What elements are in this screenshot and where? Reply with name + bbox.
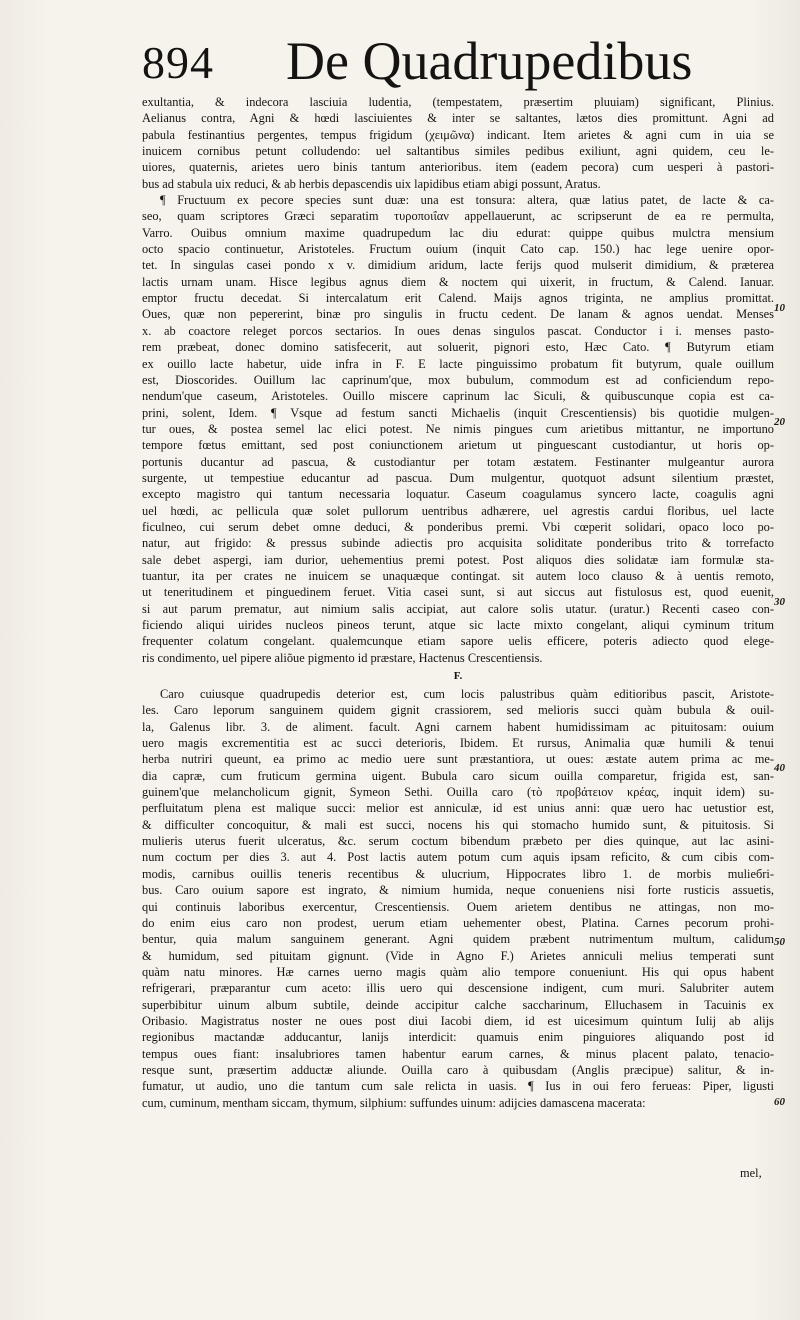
text-line: ficulneo, cui serum debet omne deduci, & ponderibus premi. Vbi cœperit solidari, opaco loco po- <box>142 519 774 534</box>
text-line: bus ad stabula uix reduci, & ab herbis depascendis uix lapidibus etiam abigi possunt, Aratus. <box>142 176 601 191</box>
text-line: ris condimento, uel pipere aliõue pigmento id præstare, Hactenus Crescentiensis. <box>142 650 543 665</box>
text-line: refrigerari, præparantur cum aceto: illis uero qui descensione indigent, cum muri. Salubriter autem <box>142 981 774 996</box>
text-line: regionibus mactandæ adducantur, lanijs interdicit: quamuis enim pinguiores aliquando post id <box>142 1030 774 1045</box>
text-line: superbibitur uinum album subtile, deinde accipitur calche saccharinum, Elluchasem in Tacuinis ex <box>142 997 774 1012</box>
text-line: est, Dioscorides. Ouillum lac caprinum'que, mox bubulum, commodum est ad conficiendum repo- <box>142 372 774 387</box>
text-line: Oribasio. Magistratus noster ne oues post diui Iacobi diem, id est uicesimum quintum Iulij ab alijs <box>142 1013 774 1028</box>
text-line: la, Galenus libr. 3. de aliment. facult. Agni carnem habent humidissimam ac pituitosam: ouium <box>142 719 774 734</box>
text-line: Caro cuiusque quadrupedis deterior est, cum locis palustribus quàm editioribus pascit, Aristote- <box>160 687 774 702</box>
margin-line-number: 60 <box>774 1096 785 1108</box>
text-line: fumatur, ut audio, uno die tantum cum sale relicta in uasis. ¶ Ius in oui fero ferueas: Piper, ligusti <box>142 1079 774 1094</box>
text-line: tet. In singulas casei pondo x v. dimidium aridum, lacte ferijs quod mulserit dimidium, & præterea <box>142 258 774 273</box>
text-line: excepto magistro qui tantum necessaria loquatur. Caseum coagulamus syncero lacte, coagulis agni <box>142 487 774 502</box>
text-line: emptor fructu decedat. Si intercalatum erit Calend. Maijs agnos triginta, ne amplius promittat. <box>142 291 774 306</box>
text-line: prini, solent, Idem. ¶ Vsque ad festum sancti Michaelis (inquit Crescentiensis) bis quotidie mulgen- <box>142 405 774 420</box>
margin-line-number: 30 <box>774 596 785 608</box>
text-line: ex ouillo lacte habetur, uide infra in F. E lacte pinguissimo probatum fit butyrum, quale ouillum <box>142 356 774 371</box>
text-line: quàm natu minores. Hæ carnes uerno magis quàm alio tempore conueniunt. His qui opus habent <box>142 964 774 979</box>
text-line: do enim eius caro non prodest, uerum etiam uehementer obest, Platina. Carnes pecorum prohi- <box>142 915 774 930</box>
section-letter: F. <box>453 670 463 683</box>
text-line: tempus oues fiant: insalubriores tamen habentur earum carnes, & minus placent palato, tenacio- <box>142 1046 774 1061</box>
text-line: frequenter colatum congelant. qualemcunque etiam sapore uelis efficere, poteris adiecto quod elege- <box>142 634 774 649</box>
text-line: sale debet aspergi, iam durior, uehementius premi potest. Post aliquos dies solidatæ iam formulæ sta- <box>142 552 774 567</box>
text-line: nendum'que caseum, Aristoteles. Ouillo miscere caprinum lac Siculi, & quibuscunque copia est ca- <box>142 389 774 404</box>
body-text <box>142 94 774 1111</box>
text-line: lactis urnam unam. Hisce legibus agnus diem & noctem qui uixerit, in fructum, & Calend. Ianuar. <box>142 274 774 289</box>
running-title: De Quadrupedibus <box>286 31 693 91</box>
text-line: bus. Caro ouium sapore est ingrato, & nimium humida, neque conueniens nisi forte rusticis assuetis, <box>142 883 774 898</box>
text-line: qui continuis laboribus exercentur, Crescentiensis. Ouem arietem dentibus ne attingas, non mo- <box>142 899 774 914</box>
paragraph-fruits-of-sheep <box>142 192 774 666</box>
text-line: portunis ducantur ad pascua, & custodiantur per totam æstatem. Festinanter mulgeantur aurora <box>142 454 774 469</box>
text-line: x. ab coactore releget porcos sectarios. In oues denas singulos pascat. Conductor i i. menses pasto- <box>142 323 774 338</box>
text-line: modis, carnibus ouillis teneris recentibus & ulucrium, Hippocrates libro 1. de morbis mulieбri- <box>142 866 774 881</box>
text-line: uel hœdi, ac pellicula quæ solet pullorum uentribus adhærere, uel agrestis cardui floribus, uel lacte <box>142 503 774 518</box>
text-line: & difficulter concoquitur, & mali est succi, nocens his qui stomacho humido sunt, & pituitosis. Si <box>142 817 774 832</box>
text-line: rem præbeat, donec domino satisfecerit, aut soluerit, pignori esto, Hæc Cato. ¶ Butyrum etiam <box>142 340 774 355</box>
text-line: les. Caro leporum sanguinem quidem gignit crassiorem, sed melioris succi quàm bubula & ouil- <box>142 703 774 718</box>
text-line: uero magis excrementitia est ac succi deterioris, Ibidem. Et rursus, Animalia quæ humili & tenui <box>142 736 774 751</box>
text-line: dia capræ, cum fruticum germina uigent. Bubula caro sicum ouilla comparetur, frigida est, san- <box>142 768 774 783</box>
text-line: pabula festinantius pergentes, tempus frigidum (χειμῶνα) indicant. Item arietes & agni cum in uia se <box>142 127 774 142</box>
text-line: octo spacio continuetur, Aristoteles. Fructum ouium (inquit Cato cap. 150.) hac lege uenire opor- <box>142 242 774 257</box>
paragraph-sheep-meat <box>142 686 774 1111</box>
text-line: ¶ Fructuum ex pecore species sunt duæ: una est tonsura: altera, quæ latius patet, de lacte & ca- <box>160 193 774 208</box>
text-line: tuantur, ita per crates ne inuicem se unaquæque contingat. sit autem loco clauso & à uentis remoto, <box>142 568 774 583</box>
text-line: Aelianus contra, Agni & hœdi lasciuientes & inter se saltantes, lætos dies promittunt. Agni ad <box>142 111 774 126</box>
margin-line-number: 40 <box>774 762 785 774</box>
text-line: resque sunt, præsertim adductæ aliunde. Ouilla caro à quibusdam (Anglis præcipue) salitur, & in- <box>142 1062 774 1077</box>
text-line: perfluitatum plena est malique succi: melior est anniculæ, id est unius anni: quæ uero hac uetustior est, <box>142 801 774 816</box>
text-line: inuicem cornibus petunt colludendo: uel saltantibus similes pedibus exiliunt, agni quidem, ceu le- <box>142 144 774 159</box>
text-line: mulieris uterus fuerit ulceratus, &c. serum coctum bibendum præbeto per dies quinque, aut lac asini- <box>142 834 774 849</box>
page-header <box>142 26 762 96</box>
text-line: & humidum, sed pituitam gignunt. (Vide in Agno F.) Arietes anniculi melius temperati sunt <box>142 948 774 963</box>
text-line: num coctum per dies 3. aut 4. Post lactis autem potum cum aquis ipsam reficito, & cum cibis com- <box>142 850 774 865</box>
page-number: 894 <box>142 37 214 88</box>
text-line: tur oues, & postea semel lac elici potest. Ne nimis pingues cum arietibus mittantur, ne importuno <box>142 421 774 436</box>
catchword: mel, <box>740 1166 762 1180</box>
margin-line-number: 10 <box>774 302 785 314</box>
text-line: Varro. Ouibus omnium maxime quadrupedum lac diu edurat: quippe quibus mulctra mensium <box>142 225 774 240</box>
margin-line-number: 50 <box>774 936 785 948</box>
text-line: ficiendo aliqui uirides nucleos pineos terunt, atque sic lacte mixto congelant, aliqui cyminum tritum <box>142 618 774 632</box>
text-line: tempore fœtus emittant, sed post coniunctionem arietum ut pinguescant custodiantur, ut horis op- <box>142 438 774 453</box>
text-line: seo, quam scriptores Græci separatim τυροποιΐαν appellauerunt, ac scripserunt de ea re permulta, <box>142 209 774 224</box>
text-line: cum, cuminum, mentham siccam, thymum, silphium: suffundes uinum: adijcies damascena macerata: <box>142 1095 646 1110</box>
text-line: uiores, quaternis, arietes uero binis tantum anterioribus. item (eadem pecora) cum uesperi à pastori- <box>142 160 774 175</box>
text-line: natur, aut frigido: & pressus subinde adiectis pro acquisita soliditate ponderibus trito & torrefacto <box>142 536 774 551</box>
text-line: bentur, quia malum sanguinem generant. Agni quidem præbent nutrimentum multum, calidum <box>142 932 774 947</box>
paragraph-omens <box>142 94 774 192</box>
text-line: surgente, ut tempestiue educantur ad pascua. Dum mulgentur, quotquot adsunt silentium præstet, <box>142 470 774 485</box>
text-line: si aut parum prematur, aut nimium salis accipiat, aut calore solis utatur. (uratur.) Recenti caseo con- <box>142 601 774 616</box>
text-line: guinem'que melancholicum gignit, Symeon Sethi. Ouilla caro (τὸ προβάτειον κρέας, inquit idem) su- <box>142 785 774 800</box>
text-line: Oues, quæ non pepererint, binæ pro singulis in fructu cedent. De lanam & agnos uendat. Menses <box>142 307 774 322</box>
text-line: exultantia, & indecora lasciuia ludentia, (tempestatem, præsertim pluuiam) significant, Plinius. <box>142 95 774 109</box>
text-line: ut teneritudinem et pinguedinem feruet. Vitia casei sunt, si aut siccus aut fistulosus est, quod euenit, <box>142 585 774 600</box>
margin-line-number: 20 <box>774 416 785 428</box>
text-line: herba nutriri queunt, ea primo ac medio uere sunt præstantiora, ut oues: æstate autem prima ac me- <box>142 752 774 767</box>
